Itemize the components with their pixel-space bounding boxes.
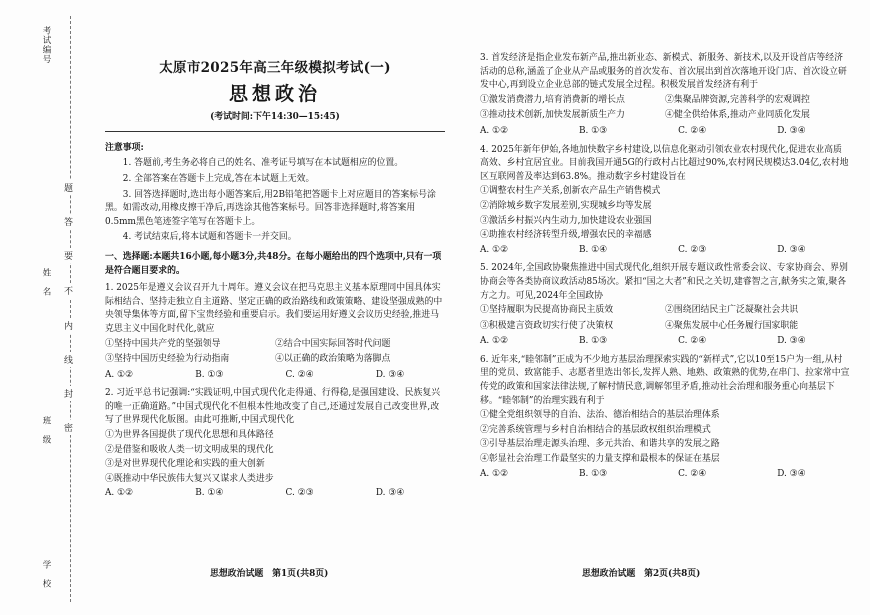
choice-b: B. ①③ [579, 468, 608, 479]
question-4 [480, 144, 850, 258]
exam-title: 太原市2025年高三年级模拟考试(一) [159, 60, 391, 76]
seal-word: 内 [64, 318, 73, 333]
choice-d: D. ③④ [777, 336, 806, 347]
choice-d: D. ③④ [777, 244, 806, 255]
statement: ②围绕团结民主广泛凝聚社会共识 [665, 305, 799, 316]
question-2 [105, 387, 445, 501]
choice-a: A. ①② [105, 369, 133, 380]
seal-dash-line [70, 16, 71, 602]
exam-no-label: 考试编号 [41, 26, 51, 64]
choice-a: A. ①② [105, 488, 133, 499]
choice-c: C. ②④ [678, 468, 707, 479]
choice-d: D. ③④ [777, 125, 806, 136]
seal-word: 答 [64, 214, 73, 229]
statement: ①坚持中国共产党的坚强领导 [105, 338, 221, 349]
name-label: 姓 名 [41, 268, 51, 297]
question-5 [480, 262, 850, 349]
statement: ③激活乡村振兴内生动力,加快建设农业强国 [480, 215, 652, 226]
statement: ④彰显社会治理工作最坚实的力量支撑和最根本的保证在基层 [480, 454, 720, 465]
seal-word: 线 [64, 352, 73, 367]
statement: ③推动技术创新,加快发展新质生产力 [480, 110, 625, 121]
statement: ①激发消费潜力,培育消费新的增长点 [480, 94, 625, 105]
statement: ④既推动中华民族伟大复兴又谋求人类进步 [105, 473, 274, 484]
question-stem: 1. 2025年是遵义会议召开九十周年。遵义会议在把马克思主义基本原理同中国具体实际相结合、坚持走独立自主道路、坚定正确的政治路线和政策策略、建设坚强成熟的中央领导集体等方面,留下宝贵经验和重要启示。我们要运用好遵义会议历史经验,推进马克思主义中国化时代化,就应 [105, 283, 443, 334]
choice-a: A. ①② [480, 125, 508, 136]
section-heading: 一、选择题:本题共16小题,每小题3分,共48分。在每小题给出的四个选项中,只有一项是符合题目要求的。 [105, 251, 442, 276]
choice-c: C. ②④ [678, 336, 707, 347]
question-6 [480, 354, 850, 481]
choice-c: C. ②③ [678, 244, 707, 255]
choice-d: D. ③④ [375, 488, 405, 499]
class-label: 班 级 [41, 416, 51, 445]
page-footer-left: 思想政治试题 第1页(共8页) [210, 569, 329, 579]
statement: ①为世界各国提供了现代化思想和具体路径 [105, 430, 274, 441]
statement: ②是借鉴和吸收人类一切文明成果的现代化 [105, 444, 274, 455]
seal-word: 不 [64, 283, 73, 298]
question-stem: 3. 首发经济是指企业发布新产品,推出新业态、新模式、新服务、新技术,以及开设首店等经济活动的总称,涵盖了企业从产品或服务的首次发布、首次展出到首次落地开设门店、首次设立研发中心,再到设立企业总部的链式发展全过程。积极发展首发经济有利于 [480, 53, 847, 91]
choice-a: A. ①② [480, 336, 508, 347]
page-footer-right: 思想政治试题 第2页(共8页) [582, 569, 701, 579]
exam-time: (考试时间:下午14:30—15:45) [210, 112, 340, 123]
statement: ④以正确的政治策略为落脚点 [275, 354, 391, 365]
notes-title: 注意事项: [105, 142, 144, 153]
school-label: 学 校 [41, 560, 51, 589]
choice-c: C. ②④ [285, 369, 314, 380]
statement: ③引导基层治理走源头治理、多元共治、和谐共享的发展之路 [480, 439, 720, 450]
choice-a: A. ①② [480, 244, 508, 255]
choice-c: C. ②④ [678, 125, 707, 136]
statement: ②集聚品牌资源,完善科学的宏观调控 [665, 94, 810, 105]
statement: ②结合中国实际回答时代问题 [275, 338, 391, 349]
note-item: 4. 考试结束后,将本试题和答题卡一并交回。 [122, 232, 297, 243]
statement: ③坚持中国历史经验为行动指南 [105, 354, 230, 365]
question-stem: 6. 近年来,“睦邻制”正成为不少地方基层治理探索实践的“新样式”,它以10至15户为一组,从村里的党员、致富能手、志愿者里选出邻长,发挥人熟、地熟、政策熟的优势,在串门、拉家常中宣传党的政策和国家法律法规,了解村情民意,调解邻里矛盾,推动社会治理和服务重心向基层下移。“睦邻制”的治理实践有利于 [480, 354, 850, 406]
binding-margin [0, 0, 92, 615]
note-item: 1. 答题前,考生务必将自己的姓名、准考证号填写在本试题相应的位置。 [122, 158, 404, 169]
question-3 [480, 52, 850, 139]
choice-b: B. ①④ [579, 244, 608, 255]
choice-c: C. ②③ [285, 488, 314, 499]
choice-a: A. ①② [480, 468, 508, 479]
left-column [105, 54, 445, 506]
statement: ④聚焦发展中心任务履行国家职能 [665, 320, 799, 331]
question-stem: 4. 2025年新年伊始,各地加快数字乡村建设,以信息化驱动引领农业农村现代化,促进农业高质高效、乡村宜居宜业。目前我国开通5G的行政村占比超过90%,农村网民规模达3.04亿,农村地区互联网普及率达到63.8%。推动数字乡村建设旨在 [480, 144, 849, 182]
choice-b: B. ①④ [195, 488, 224, 499]
question-stem: 2. 习近平总书记强调:“实践证明,中国式现代化走得通、行得稳,是强国建设、民族复兴的唯一正确道路。”中国式现代化不但根本性地改变了自己,还通过发展自己改变世界,改写了世界现代化版图。由此可推断,中国式现代化 [105, 388, 441, 426]
subject-title: 思想政治 [228, 82, 321, 105]
statement: ②完善系统管理与乡村自治相结合的基层政权组织治理模式 [480, 424, 711, 435]
choice-b: B. ①③ [579, 125, 608, 136]
statement: ④助推农村经济转型升级,增强农民的幸福感 [480, 230, 652, 241]
statement: ①调整农村生产关系,创新农产品生产销售模式 [480, 186, 661, 197]
statement: ④健全供给体系,推动产业同质化发展 [665, 110, 810, 121]
statement: ③是对世界现代化理论和实践的重大创新 [105, 459, 265, 470]
statement: ①坚持履职为民提高协商民主质效 [480, 305, 614, 316]
choice-b: B. ①③ [579, 336, 608, 347]
choice-d: D. ③④ [375, 369, 405, 380]
statement: ②消除城乡数字发展差别,实现城乡均等发展 [480, 200, 652, 211]
seal-word: 封 [64, 386, 73, 401]
seal-word: 要 [64, 248, 73, 263]
question-stem: 5. 2024年,全国政协聚焦推进中国式现代化,组织开展专题议政性常委会议、专家协商会、界别协商会等各类协商议政活动85场次。紧扣“国之大者”和民之关切,建睿智之言,献务实之策,聚各方之力。可见,2024年全国政协 [480, 263, 848, 301]
choice-d: D. ③④ [777, 468, 806, 479]
seal-word: 题 [64, 180, 73, 195]
choice-b: B. ①③ [195, 369, 224, 380]
note-item: 3. 回答选择题时,选出每小题答案后,用2B铅笔把答题卡上对应题目的答案标号涂黑。如需改动,用橡皮擦干净后,再选涂其他答案标号。回答非选择题时,将答案用0.5mm黑色笔迹签字笔写在答题卡上。 [105, 189, 436, 227]
seal-word: 密 [64, 420, 73, 435]
right-column [480, 52, 850, 486]
statement: ③积极建言资政切实行使了决策权 [480, 320, 614, 331]
statement: ①健全党组织领导的自治、法治、德治相结合的基层治理体系 [480, 410, 720, 421]
header-divider [105, 131, 445, 132]
note-item: 2. 全部答案在答题卡上完成,答在本试题上无效。 [122, 173, 315, 184]
question-1 [105, 282, 445, 382]
